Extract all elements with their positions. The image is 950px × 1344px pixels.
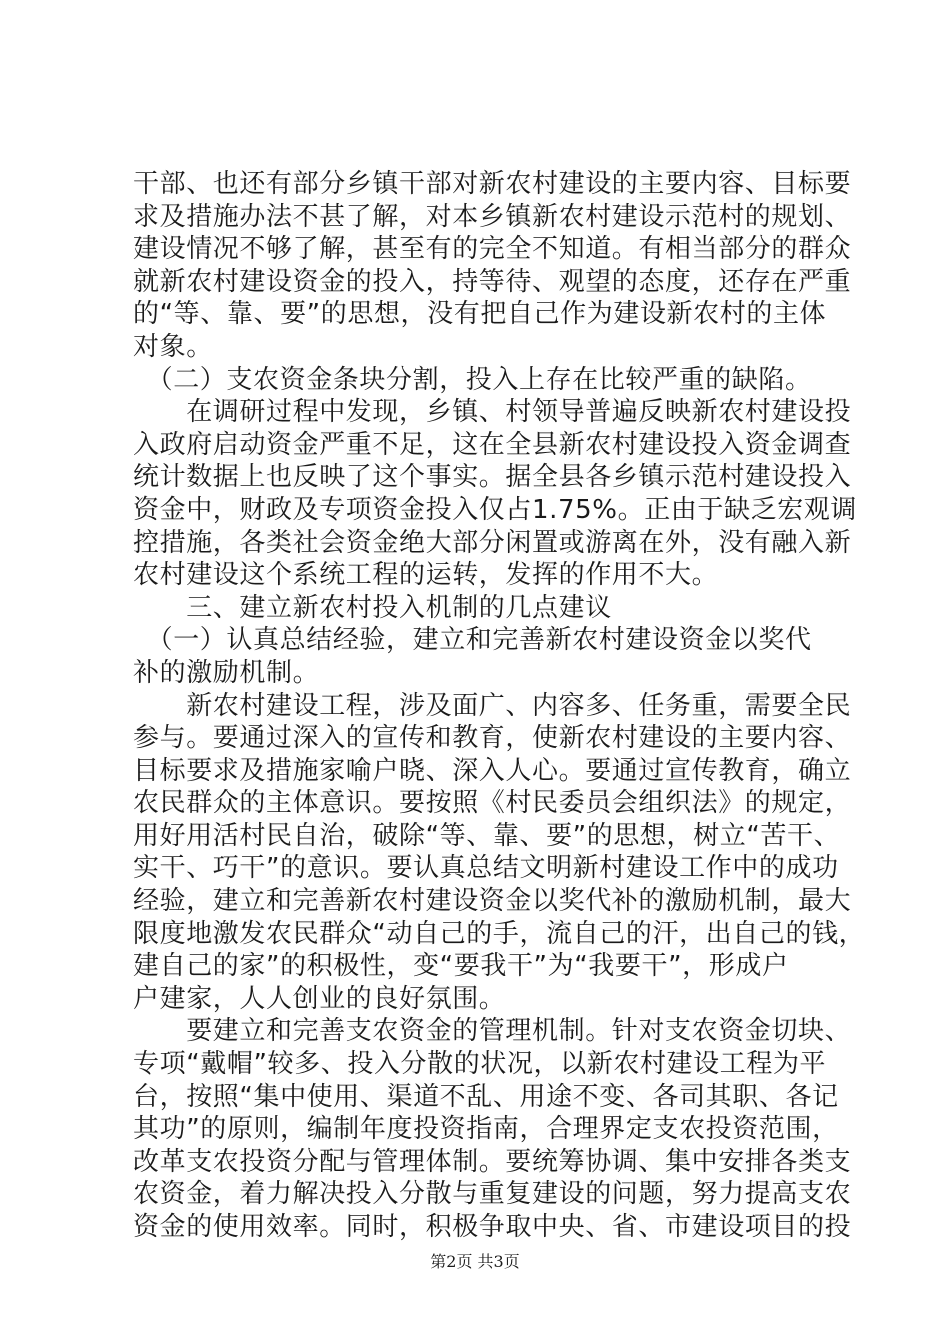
text-line: 实干、巧干”的意识。要认真总结文明新村建设工作中的成功 [133,853,839,884]
text-line: 专项“戴帽”较多、投入分散的状况，以新农村建设工程为平 [133,1049,827,1080]
text-line: 建设情况不够了解，甚至有的完全不知道。有相当部分的群众 [133,234,852,265]
text-line: 台，按照“集中使用、渠道不乱、用途不变、各司其职、各记 [133,1081,839,1112]
text-line: 干部、也还有部分乡镇干部对新农村建设的主要内容、目标要 [133,169,852,199]
text-line: 参与。要通过深入的宣传和教育，使新农村建设的主要内容、 [133,723,852,754]
text-line: 农资金，着力解决投入分散与重复建设的问题，努力提高支农 [133,1179,852,1210]
text-line: 经验，建立和完善新农村建设资金以奖代补的激励机制，最大 [133,886,852,917]
text-line: 其功”的原则，编制年度投资指南，合理界定支农投资范围， [133,1114,839,1145]
text-line: 就新农村建设资金的投入，持等待、观望的态度，还存在严重 [133,266,852,297]
page-number-footer: 第2页 共3页 [430,1252,520,1271]
section-heading: 三、建立新农村投入机制的几点建议 [133,592,612,623]
text-line: 的“等、靠、要”的思想，没有把自己作为建设新农村的主体 [133,299,827,330]
text-line: 限度地激发农民群众“动自己的手，流自己的汗，出自己的钱， [133,918,866,949]
text-line: 资金的使用效率。同时，积极争取中央、省、市建设项目的投 [133,1212,852,1242]
text-line: 改革支农投资分配与管理体制。要统筹协调、集中安排各类支 [133,1146,852,1177]
text-line: 农民群众的主体意识。要按照《村民委员会组织法》的规定， [133,788,852,819]
section-heading: （一）认真总结经验，建立和完善新农村建设资金以奖代 [133,625,812,656]
body-text [133,168,866,1244]
text-line: 要建立和完善支农资金的管理机制。针对支农资金切块、 [133,1016,852,1047]
section-heading: （二）支农资金条块分割，投入上存在比较严重的缺陷。 [133,364,812,395]
text-line: 补的激励机制。 [133,657,320,688]
text-line: 用好用活村民自治，破除“等、靠、要”的思想，树立“苦干、 [133,820,841,851]
text-line: 入政府启动资金严重不足，这在全县新农村建设投入资金调查 [133,429,852,460]
text-line: 农村建设这个系统工程的运转，发挥的作用不大。 [133,560,719,591]
text-line: 建自己的家”的积极性，变“要我干”为“我要干”，形成户 [133,951,789,982]
text-line: 求及措施办法不甚了解，对本乡镇新农村建设示范村的规划、 [133,201,852,232]
text-line: 目标要求及措施家喻户晓、深入人心。要通过宣传教育，确立 [133,755,852,786]
text-line: 统计数据上也反映了这个事实。据全县各乡镇示范村建设投入 [133,462,852,493]
text-line: 对象。 [133,331,213,362]
text-line: 户建家，人人创业的良好氛围。 [133,983,506,1014]
text-line: 控措施，各类社会资金绝大部分闲置或游离在外，没有融入新 [133,527,852,558]
text-line: 新农村建设工程，涉及面广、内容多、任务重，需要全民 [133,690,852,721]
text-line: 资金中，财政及专项资金投入仅占1.75%。正由于缺乏宏观调 [133,494,857,525]
text-line: 在调研过程中发现，乡镇、村领导普遍反映新农村建设投 [133,397,852,428]
